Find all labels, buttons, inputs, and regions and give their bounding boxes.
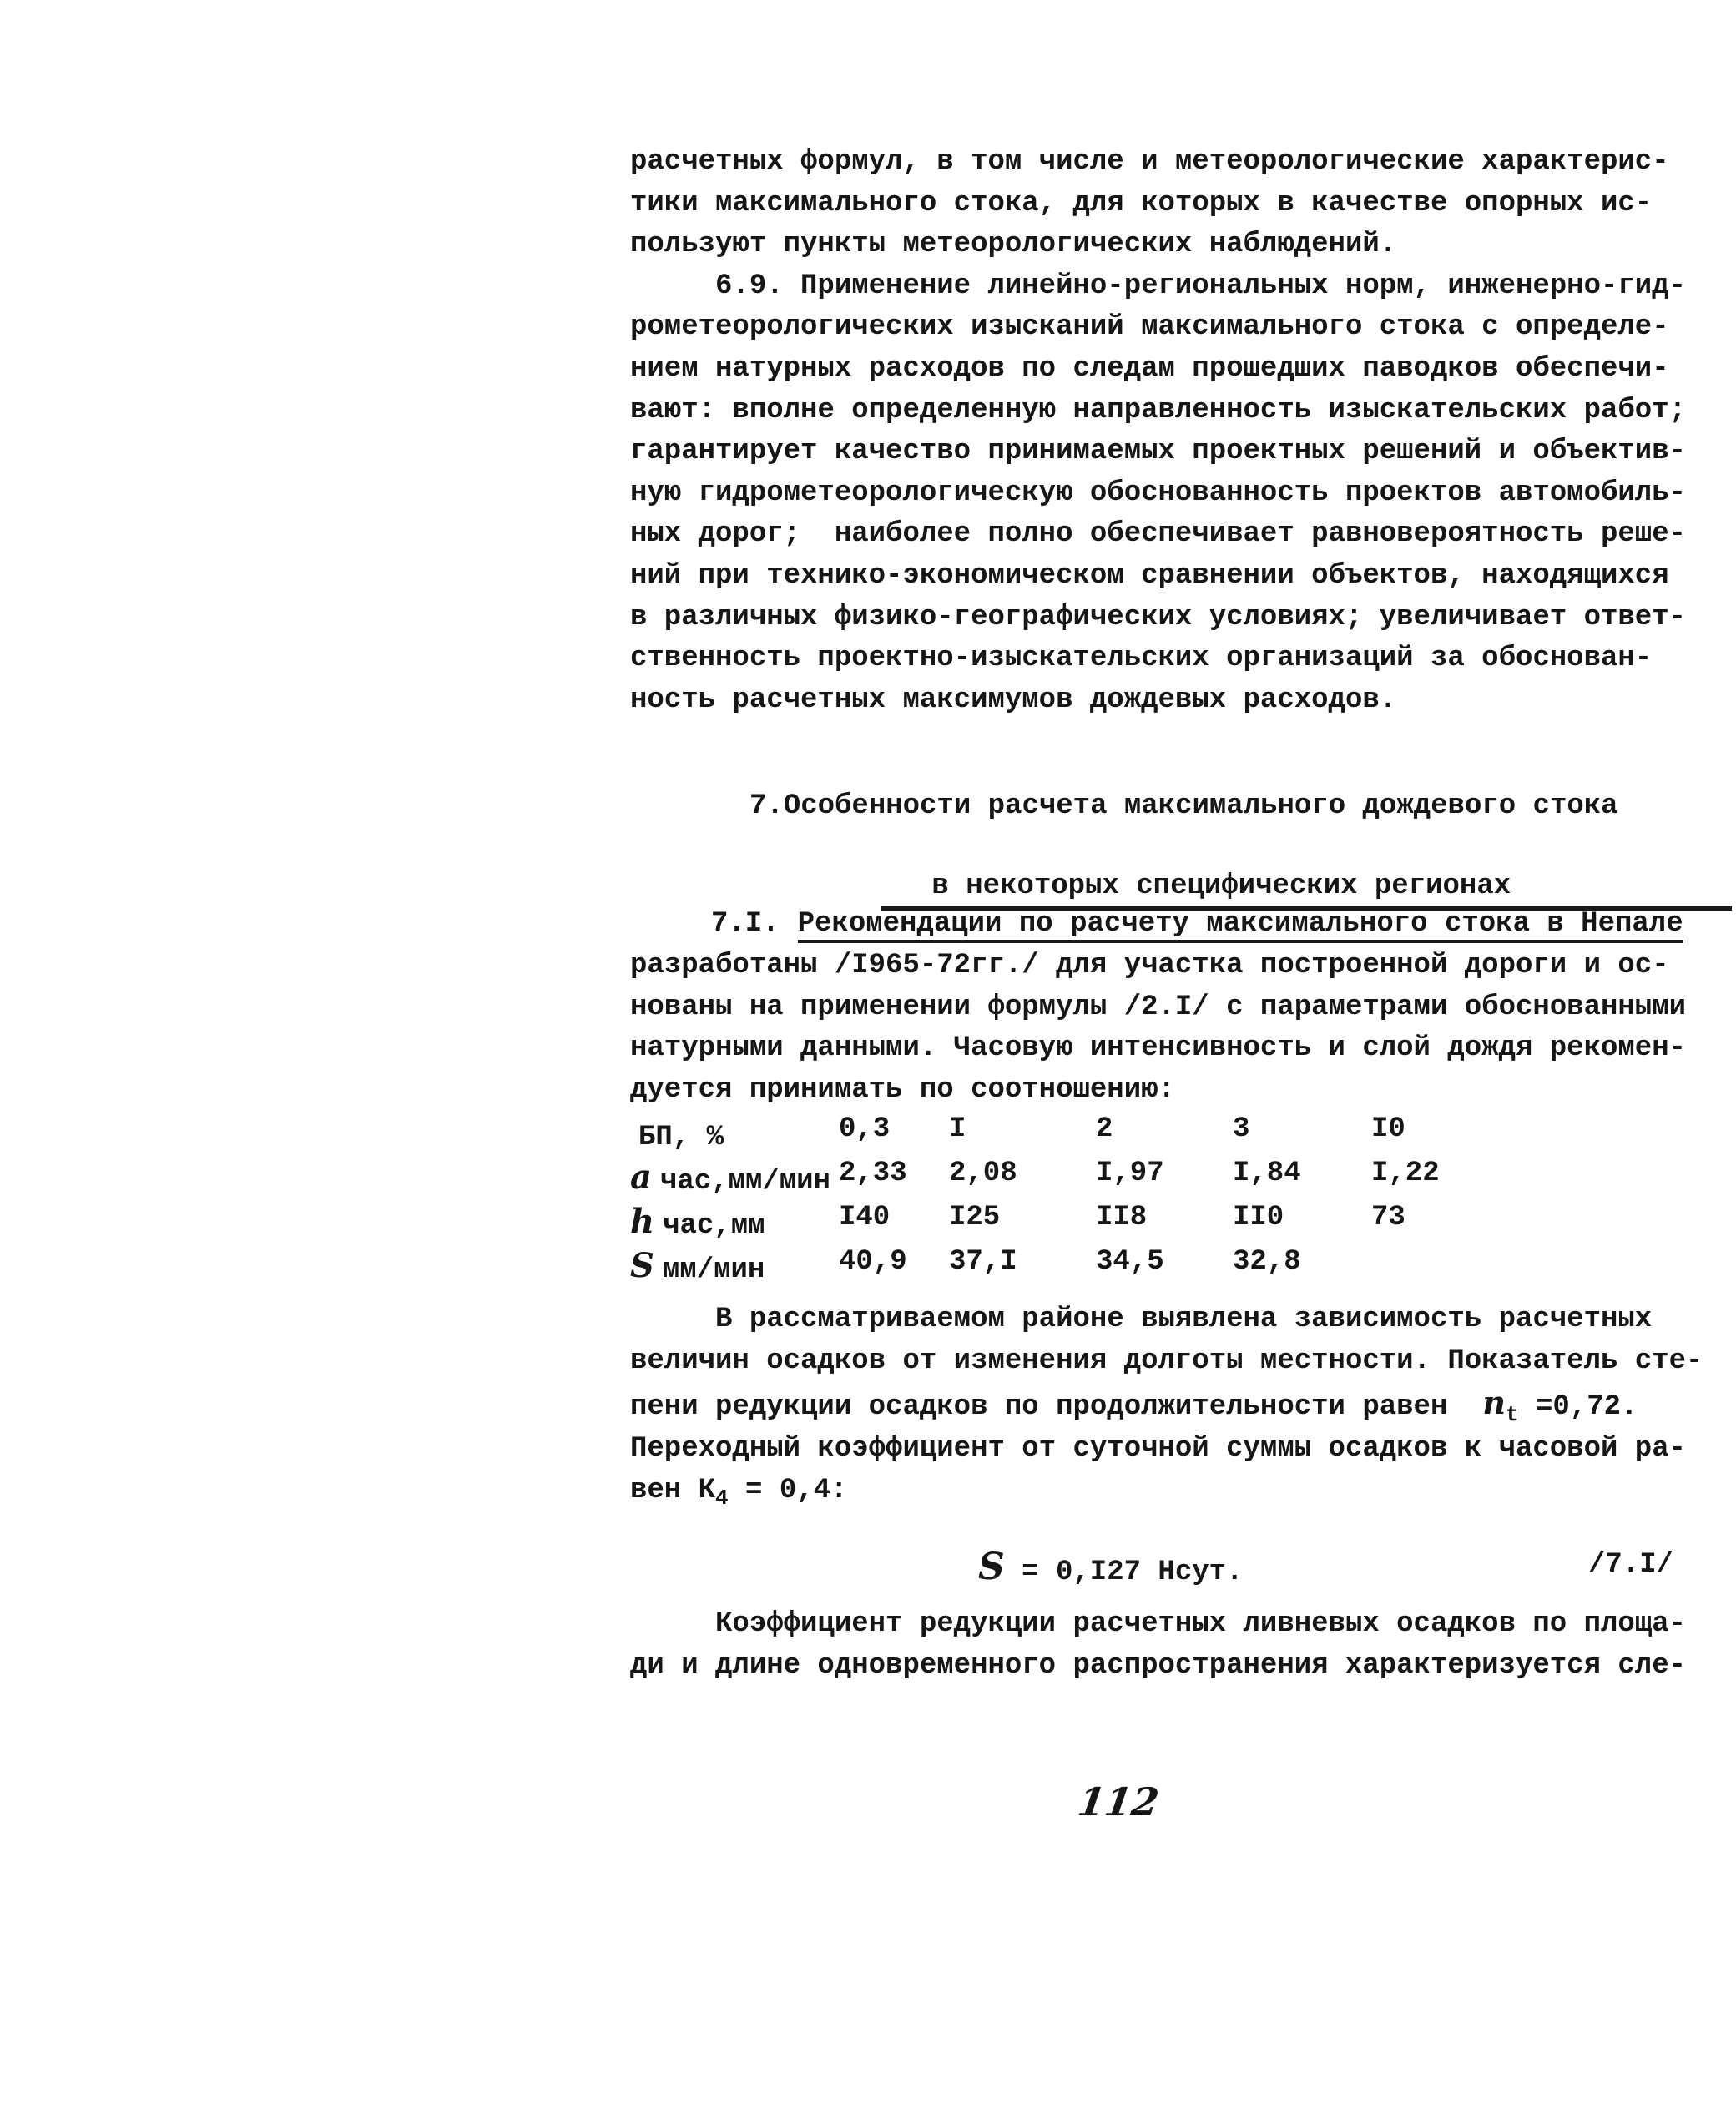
row-label-text: мм/мин — [662, 1254, 765, 1286]
table-cell: I,22 — [1371, 1158, 1440, 1189]
text-line: ность расчетных максимумов дождевых расходов. — [630, 684, 1397, 716]
table-cell: II0 — [1233, 1202, 1284, 1234]
heading-underlined-text: в некоторых специфических регионах — [881, 866, 1732, 911]
region-paragraph — [630, 1299, 1703, 1511]
text-line: В рассматриваемом районе выявлена зависимость расчетных — [630, 1304, 1653, 1335]
text-line: Переходный коэффициент от суточной суммы осадков к часовой ра- — [630, 1433, 1687, 1465]
text-line: дуется принимать по соотношению: — [630, 1074, 1175, 1107]
text-line: 6.9. Применение линейно-региональных норм, инженерно-гид- — [630, 270, 1687, 302]
row-label — [630, 1113, 724, 1153]
rainfall-table — [630, 1113, 1715, 1297]
closing-paragraph — [630, 1603, 1686, 1687]
text-line: нием натурных расходов по следам прошедших паводков обеспечи- — [630, 352, 1669, 385]
table-cell: 3 — [1233, 1113, 1250, 1145]
table-cell: I — [949, 1113, 966, 1145]
text-line: ний при технико-экономическом сравнении объектов, находящихся — [630, 559, 1669, 592]
table-cell: I40 — [839, 1202, 891, 1234]
text-line: натурными данными. Часовую интенсивность и слой дождя рекомен- — [630, 1032, 1687, 1065]
text-line: разработаны /I965-72гг./ для участка построенной дороги и ос- — [630, 949, 1669, 981]
text-run: =0,72. — [1518, 1391, 1638, 1423]
text-line: вают: вполне определенную направленность изыскательских работ; — [630, 394, 1687, 426]
row-label-text: БП, % — [638, 1122, 724, 1153]
heading-line-1: 7.Особенности расчета максимального дождевого стока — [749, 790, 1618, 822]
table-cell: 32,8 — [1233, 1246, 1301, 1278]
page-number: 112 — [1075, 1779, 1162, 1824]
text-line: ных дорог; наиболее полно обеспечивает равновероятность реше- — [630, 518, 1687, 551]
table-cell: I,97 — [1096, 1158, 1164, 1189]
table-cell: 2,33 — [839, 1158, 907, 1189]
formula-row — [0, 1546, 1736, 1599]
text-line — [630, 1470, 1703, 1511]
text-line: величин осадков от изменения долготы местности. Показатель сте- — [630, 1345, 1703, 1377]
table-cell: 2 — [1096, 1113, 1113, 1145]
row-label — [630, 1202, 765, 1242]
clause-number: 7.I. — [711, 908, 780, 940]
text-line: ственность проектно-изыскательских организаций за обоснован- — [630, 643, 1653, 675]
section-7-1 — [630, 904, 1686, 1112]
table-row — [630, 1113, 1715, 1158]
underlined-phrase: Рекомендации по расчету максимального стока в Непале — [798, 908, 1683, 943]
variable-s: S — [978, 1546, 1005, 1588]
row-symbol: S — [630, 1246, 654, 1285]
text-line: расчетных формул, в том числе и метеорологические характерис- — [630, 146, 1669, 178]
table-cell: 37,I — [949, 1246, 1017, 1278]
text-line: тики максимального стока, для которых в качестве опорных ис- — [630, 187, 1653, 219]
variable-n: n — [1482, 1384, 1506, 1421]
text-line: рометеорологических изысканий максимального стока с определе- — [630, 311, 1669, 344]
table-cell: II8 — [1096, 1202, 1148, 1234]
text-line — [630, 1382, 1703, 1428]
text-line — [630, 904, 1686, 946]
subscript-t: t — [1506, 1401, 1519, 1427]
text-line: в различных физико-географических условиях; увеличивает ответ- — [630, 601, 1687, 633]
table-cell: 2,08 — [949, 1158, 1017, 1189]
text-line: нованы на применении формулы /2.I/ с параметрами обоснованными — [630, 991, 1687, 1023]
text-line: гарантирует качество принимаемых проектных решений и объектив- — [630, 436, 1687, 468]
row-symbol: a — [630, 1158, 652, 1197]
table-cell: 34,5 — [1096, 1246, 1164, 1278]
intro-paragraphs — [630, 142, 1686, 721]
row-label — [630, 1158, 830, 1198]
text-line: ди и длине одновременного распространения характеризуется сле- — [630, 1650, 1687, 1682]
text-run: вен К — [630, 1475, 716, 1506]
table-cell: I0 — [1371, 1113, 1405, 1145]
formula-body: = 0,I27 Нсут. — [1004, 1556, 1244, 1588]
formula-7-1 — [978, 1546, 1243, 1588]
table-row — [630, 1246, 1715, 1290]
table-row — [630, 1158, 1715, 1202]
text-line: Коэффициент редукции расчетных ливневых осадков по площа- — [630, 1608, 1687, 1640]
table-cell: 40,9 — [839, 1246, 907, 1278]
subscript-4: 4 — [715, 1485, 729, 1511]
text-run: пени редукции осадков по продолжительности равен — [630, 1391, 1448, 1423]
row-label-text: час,мм/мин — [659, 1166, 830, 1198]
table-row — [630, 1202, 1715, 1246]
text-line: пользуют пункты метеорологических наблюдений. — [630, 229, 1397, 261]
row-symbol: h — [630, 1202, 655, 1241]
table-cell: I25 — [949, 1202, 1001, 1234]
equation-number: /7.I/ — [1588, 1549, 1674, 1581]
table-cell: 0,3 — [839, 1113, 891, 1145]
text-line: ную гидрометеорологическую обоснованность проектов автомобиль- — [630, 477, 1687, 509]
row-label-text: час,мм — [663, 1210, 765, 1242]
text-run: = 0,4: — [728, 1475, 848, 1506]
row-label — [630, 1246, 765, 1286]
table-cell: 73 — [1371, 1202, 1405, 1234]
table-cell: I,84 — [1233, 1158, 1301, 1189]
